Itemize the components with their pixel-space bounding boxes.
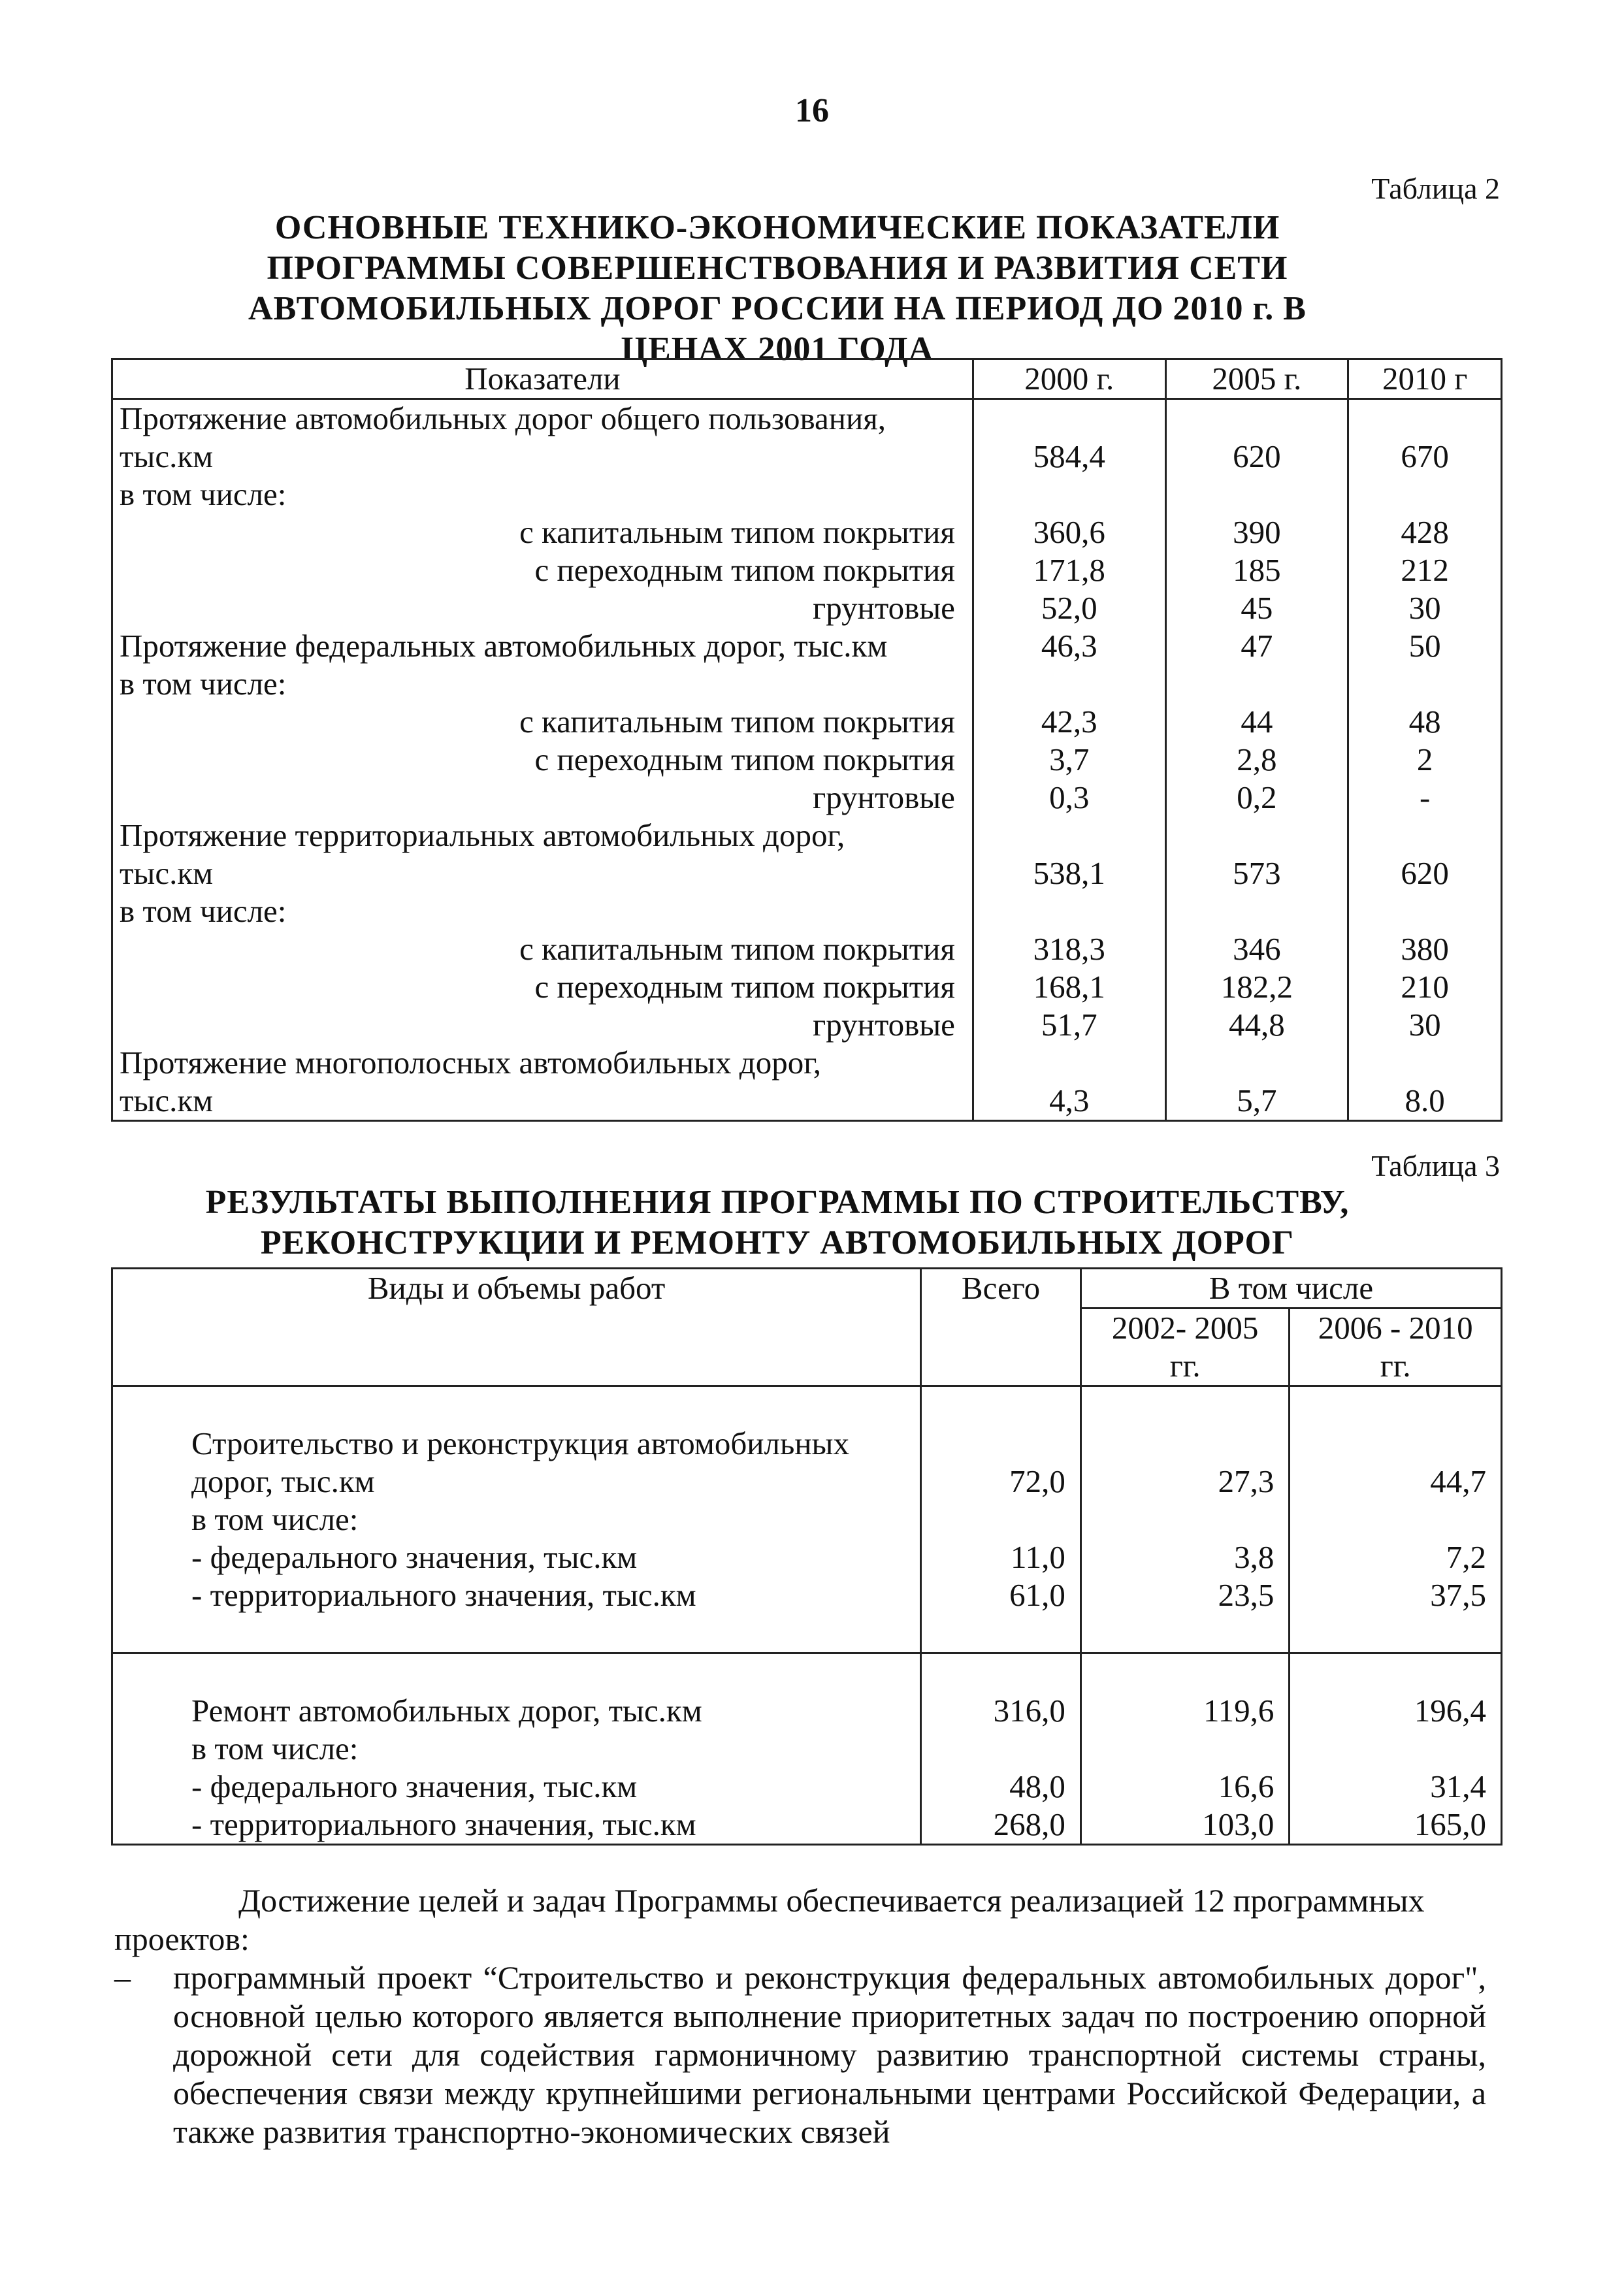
spacer-cell <box>1290 1653 1502 1693</box>
header-period-1-years: 2002- 2005 <box>1111 1310 1259 1346</box>
spacer-cell <box>921 1614 1081 1653</box>
value-period-2: 165,0 <box>1290 1806 1502 1845</box>
spacer-cell <box>1080 1653 1290 1693</box>
table-row <box>112 513 1502 551</box>
indicator-name: Протяжение федеральных автомобильных дорог, тыс.км <box>112 627 973 665</box>
table-row <box>112 1538 1502 1576</box>
value-2010: 620 <box>1348 854 1502 892</box>
value-2005 <box>1165 476 1348 513</box>
value-2010: 670 <box>1348 438 1502 476</box>
value-2005 <box>1165 665 1348 703</box>
value-2010 <box>1348 399 1502 438</box>
table2-title-line: АВТОМОБИЛЬНЫХ ДОРОГ РОССИИ НА ПЕРИОД ДО 2010 г. В <box>248 290 1307 327</box>
value-2000: 0,3 <box>973 779 1165 817</box>
work-name: - федерального значения, тыс.км <box>112 1768 921 1806</box>
value-2005 <box>1165 1044 1348 1082</box>
indicator-name: грунтовые <box>112 779 973 817</box>
table3-title-line: РЕЗУЛЬТАТЫ ВЫПОЛНЕНИЯ ПРОГРАММЫ ПО СТРОИТЕЛЬСТВУ, <box>205 1184 1350 1221</box>
work-name: в том числе: <box>112 1501 921 1538</box>
header-period-2 <box>1290 1309 1502 1386</box>
value-2010: 30 <box>1348 1006 1502 1044</box>
value-2000: 171,8 <box>973 551 1165 589</box>
spacer-cell <box>1080 1614 1290 1653</box>
value-2000: 51,7 <box>973 1006 1165 1044</box>
value-period-1: 23,5 <box>1080 1576 1290 1614</box>
value-period-2 <box>1290 1730 1502 1768</box>
indicator-name: тыс.км <box>112 854 973 892</box>
spacer-cell <box>112 1614 921 1653</box>
indicator-name: в том числе: <box>112 476 973 513</box>
value-2000 <box>973 665 1165 703</box>
spacer-cell <box>1290 1386 1502 1425</box>
indicator-name: с переходным типом покрытия <box>112 741 973 779</box>
value-2000 <box>973 1044 1165 1082</box>
value-2010: 30 <box>1348 589 1502 627</box>
indicator-name: с капитальным типом покрытия <box>112 930 973 968</box>
table-row <box>112 1730 1502 1768</box>
indicator-name: Протяжение автомобильных дорог общего пользования, <box>112 399 973 438</box>
header-2000: 2000 г. <box>973 359 1165 399</box>
value-2000 <box>973 399 1165 438</box>
value-period-2 <box>1290 1501 1502 1538</box>
header-including: В том числе <box>1080 1269 1501 1309</box>
value-2005: 346 <box>1165 930 1348 968</box>
value-total: 48,0 <box>921 1768 1081 1806</box>
spacer-cell <box>112 1653 921 1693</box>
value-2000: 538,1 <box>973 854 1165 892</box>
table2-title <box>196 208 1359 370</box>
value-2005: 0,2 <box>1165 779 1348 817</box>
value-period-2: 7,2 <box>1290 1538 1502 1576</box>
value-2000: 584,4 <box>973 438 1165 476</box>
value-2000 <box>973 476 1165 513</box>
header-period-2-unit: гг. <box>1380 1348 1411 1384</box>
value-2005 <box>1165 817 1348 854</box>
table-row <box>112 968 1502 1006</box>
header-period-2-years: 2006 - 2010 <box>1318 1310 1473 1346</box>
header-indicators: Показатели <box>112 359 973 399</box>
value-2010: - <box>1348 779 1502 817</box>
table-row <box>112 1082 1502 1121</box>
table3-label: Таблица 3 <box>1371 1149 1500 1182</box>
value-2000: 168,1 <box>973 968 1165 1006</box>
value-2005: 573 <box>1165 854 1348 892</box>
work-name: - федерального значения, тыс.км <box>112 1538 921 1576</box>
value-2005 <box>1165 399 1348 438</box>
table2-label: Таблица 2 <box>1371 172 1500 205</box>
value-period-1: 103,0 <box>1080 1806 1290 1845</box>
indicator-name: с капитальным типом покрытия <box>112 703 973 741</box>
value-2005: 620 <box>1165 438 1348 476</box>
table2-title-line: ЦЕНАХ 2001 ГОДА <box>621 331 934 368</box>
value-period-1: 27,3 <box>1080 1463 1290 1501</box>
table2-header-row <box>112 359 1502 399</box>
paragraph-intro-line2: проектов: <box>114 1921 250 1957</box>
value-2010: 8.0 <box>1348 1082 1502 1121</box>
work-name: в том числе: <box>112 1730 921 1768</box>
value-2005: 44 <box>1165 703 1348 741</box>
bullet-item <box>114 1959 1486 2151</box>
indicator-name: в том числе: <box>112 892 973 930</box>
table-row <box>112 589 1502 627</box>
value-total: 268,0 <box>921 1806 1081 1845</box>
indicator-name: тыс.км <box>112 1082 973 1121</box>
indicator-name: в том числе: <box>112 665 973 703</box>
value-total: 11,0 <box>921 1538 1081 1576</box>
table3-title <box>196 1182 1359 1263</box>
value-2005: 44,8 <box>1165 1006 1348 1044</box>
header-works: Виды и объемы работ <box>112 1269 921 1386</box>
value-2010: 48 <box>1348 703 1502 741</box>
value-2000: 3,7 <box>973 741 1165 779</box>
spacer-cell <box>921 1386 1081 1425</box>
value-2000: 360,6 <box>973 513 1165 551</box>
value-2000 <box>973 817 1165 854</box>
indicator-name: с переходным типом покрытия <box>112 551 973 589</box>
table-row <box>112 1006 1502 1044</box>
paragraph-intro <box>114 1881 1486 1959</box>
header-2005: 2005 г. <box>1165 359 1348 399</box>
table-row <box>112 892 1502 930</box>
value-total: 72,0 <box>921 1463 1081 1501</box>
indicator-name: грунтовые <box>112 1006 973 1044</box>
value-2010 <box>1348 1044 1502 1082</box>
table-row <box>112 930 1502 968</box>
indicator-name: с капитальным типом покрытия <box>112 513 973 551</box>
table-row <box>112 703 1502 741</box>
value-2005: 185 <box>1165 551 1348 589</box>
table-row <box>112 1425 1502 1463</box>
spacer-cell <box>1080 1386 1290 1425</box>
table-row <box>112 551 1502 589</box>
table-row <box>112 399 1502 438</box>
value-period-2: 44,7 <box>1290 1463 1502 1501</box>
paragraph-intro-line1: Достижение целей и задач Программы обеспечивается реализацией 12 программных <box>238 1882 1425 1919</box>
spacer-row <box>112 1386 1502 1425</box>
value-total <box>921 1730 1081 1768</box>
value-2000: 52,0 <box>973 589 1165 627</box>
table-row <box>112 1576 1502 1614</box>
table-row <box>112 1692 1502 1730</box>
value-2010 <box>1348 892 1502 930</box>
value-period-2: 37,5 <box>1290 1576 1502 1614</box>
indicator-name: тыс.км <box>112 438 973 476</box>
work-name: - территориального значения, тыс.км <box>112 1576 921 1614</box>
value-2010 <box>1348 476 1502 513</box>
indicator-name: с переходным типом покрытия <box>112 968 973 1006</box>
value-2000: 4,3 <box>973 1082 1165 1121</box>
bullet-dash: – <box>114 1959 131 1996</box>
work-name: дорог, тыс.км <box>112 1463 921 1501</box>
table-row <box>112 741 1502 779</box>
header-total: Всего <box>921 1269 1081 1386</box>
value-total <box>921 1425 1081 1463</box>
page-number: 16 <box>795 92 829 129</box>
table-row <box>112 665 1502 703</box>
value-period-1: 3,8 <box>1080 1538 1290 1576</box>
spacer-cell <box>1290 1614 1502 1653</box>
value-2005: 47 <box>1165 627 1348 665</box>
value-2010: 380 <box>1348 930 1502 968</box>
table-row <box>112 1044 1502 1082</box>
table-row <box>112 1463 1502 1501</box>
indicator-name: грунтовые <box>112 589 973 627</box>
table2-title-line: ОСНОВНЫЕ ТЕХНИКО-ЭКОНОМИЧЕСКИЕ ПОКАЗАТЕЛИ <box>274 209 1280 246</box>
table-row <box>112 854 1502 892</box>
work-name: - территориального значения, тыс.км <box>112 1806 921 1845</box>
value-2010: 428 <box>1348 513 1502 551</box>
indicator-name: Протяжение территориальных автомобильных дорог, <box>112 817 973 854</box>
header-period-1-unit: гг. <box>1169 1348 1201 1384</box>
table3-title-line: РЕКОНСТРУКЦИИ И РЕМОНТУ АВТОМОБИЛЬНЫХ ДОРОГ <box>260 1224 1295 1261</box>
table-row <box>112 1806 1502 1845</box>
value-period-1: 119,6 <box>1080 1692 1290 1730</box>
table-row <box>112 476 1502 513</box>
header-period-1 <box>1080 1309 1290 1386</box>
value-2005: 5,7 <box>1165 1082 1348 1121</box>
table-row <box>112 817 1502 854</box>
value-2010: 210 <box>1348 968 1502 1006</box>
value-2005: 182,2 <box>1165 968 1348 1006</box>
value-period-2 <box>1290 1425 1502 1463</box>
spacer-row <box>112 1614 1502 1653</box>
indicators-table <box>111 358 1502 1122</box>
value-2000: 46,3 <box>973 627 1165 665</box>
value-period-1 <box>1080 1425 1290 1463</box>
work-name: Ремонт автомобильных дорог, тыс.км <box>112 1692 921 1730</box>
value-2010 <box>1348 665 1502 703</box>
table-row <box>112 1768 1502 1806</box>
value-2000: 42,3 <box>973 703 1165 741</box>
value-2000 <box>973 892 1165 930</box>
value-period-1 <box>1080 1501 1290 1538</box>
value-2010 <box>1348 817 1502 854</box>
spacer-cell <box>112 1386 921 1425</box>
value-total <box>921 1501 1081 1538</box>
value-2005: 2,8 <box>1165 741 1348 779</box>
value-period-1 <box>1080 1730 1290 1768</box>
header-2010: 2010 г <box>1348 359 1502 399</box>
results-table <box>111 1267 1502 1846</box>
table-row <box>112 627 1502 665</box>
value-period-1: 16,6 <box>1080 1768 1290 1806</box>
indicator-name: Протяжение многополосных автомобильных дорог, <box>112 1044 973 1082</box>
table-row <box>112 1501 1502 1538</box>
spacer-row <box>112 1653 1502 1693</box>
value-2010: 2 <box>1348 741 1502 779</box>
table-row <box>112 779 1502 817</box>
value-total: 316,0 <box>921 1692 1081 1730</box>
spacer-cell <box>921 1653 1081 1693</box>
value-2000: 318,3 <box>973 930 1165 968</box>
table2-title-line: ПРОГРАММЫ СОВЕРШЕНСТВОВАНИЯ И РАЗВИТИЯ СЕТИ <box>267 250 1288 287</box>
table-row <box>112 438 1502 476</box>
value-total: 61,0 <box>921 1576 1081 1614</box>
value-2010: 50 <box>1348 627 1502 665</box>
value-period-2: 196,4 <box>1290 1692 1502 1730</box>
bullet-text: программный проект “Строительство и реконструкция федеральных автомобильных дорог", основной целью которого является выполнение приоритетных задач по построению опорной дорожной сети для содействия гармоничному развитию транспортной системы страны, обеспечения связи между крупнейшими региональными центрами Российской Федерации, а также развития транспортно-экономических связей <box>173 1959 1486 2150</box>
work-name: Строительство и реконструкция автомобильных <box>112 1425 921 1463</box>
value-2005 <box>1165 892 1348 930</box>
value-2010: 212 <box>1348 551 1502 589</box>
value-2005: 390 <box>1165 513 1348 551</box>
value-period-2: 31,4 <box>1290 1768 1502 1806</box>
value-2005: 45 <box>1165 589 1348 627</box>
